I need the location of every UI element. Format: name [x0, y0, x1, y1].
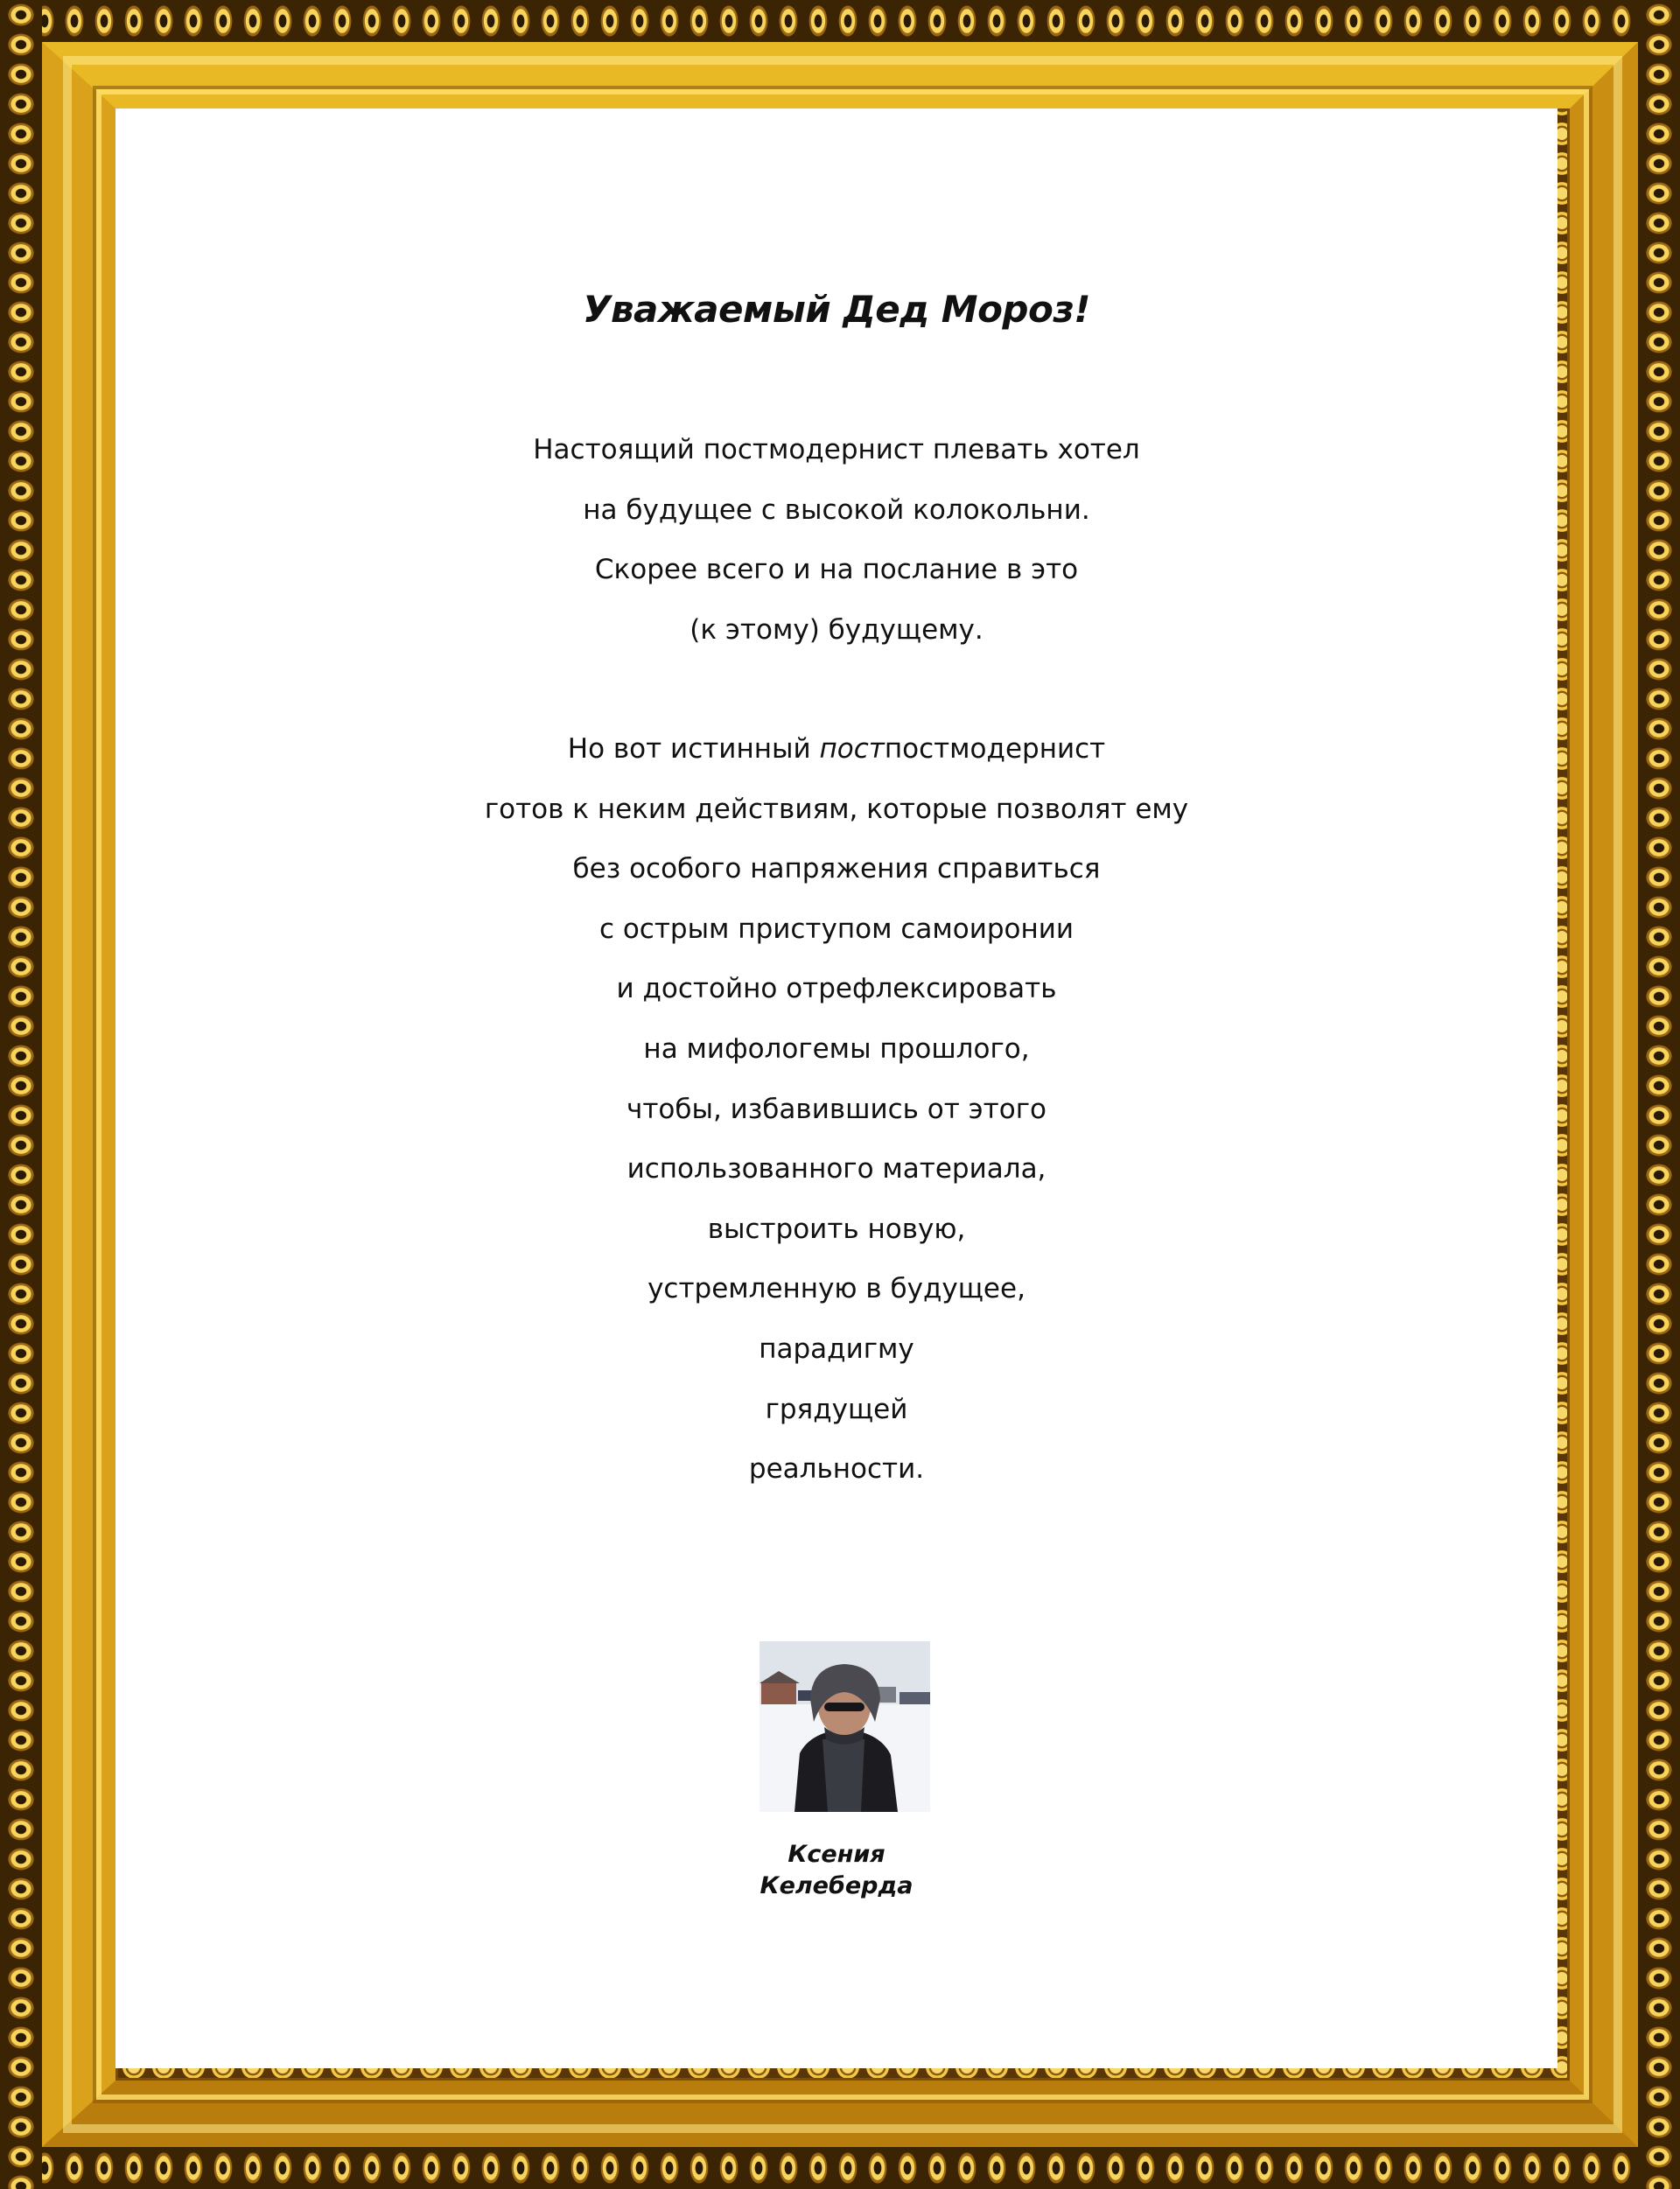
- frame-ornament-top: [0, 0, 1680, 42]
- poem-line: устремленную в будущее,: [648, 1273, 1026, 1305]
- poem-line: выстроить новую,: [707, 1213, 966, 1245]
- poem-line: грядущей: [765, 1393, 908, 1425]
- frame-ornament-right: [1638, 0, 1680, 2189]
- poem-text: Но вот истинный: [567, 733, 820, 765]
- poem-line: чтобы, избавившись от этого: [626, 1093, 1046, 1125]
- stanza-two: [116, 719, 1558, 1500]
- author-last-name: Келеберда: [760, 1872, 914, 1899]
- poem-line: на будущее с высокой колокольни.: [583, 493, 1090, 526]
- stanza-one: [116, 420, 1558, 660]
- poem-line: (к этому) будущему.: [690, 613, 984, 646]
- poem-line-first: [116, 719, 1558, 780]
- poem-line: и достойно отрефлексировать: [616, 973, 1057, 1005]
- poem-line: использованного материала,: [626, 1153, 1046, 1185]
- poem-line: готов к неким действиям, которые позволят ему: [484, 793, 1189, 825]
- poem-line: парадигму: [759, 1332, 914, 1365]
- poem-line: без особого напряжения справиться: [572, 853, 1101, 885]
- author-first-name: Ксения: [788, 1841, 886, 1868]
- poem-line: на мифологемы прошлого,: [643, 1032, 1030, 1065]
- poem-italic-prefix: пост: [819, 733, 885, 765]
- poem-line: Настоящий постмодернист плевать хотел: [533, 434, 1140, 465]
- author-signature: [116, 1839, 1558, 1902]
- poem-text: постмодернист: [884, 733, 1106, 765]
- author-photo-illustration: [760, 1641, 930, 1812]
- poem-line: реальности.: [748, 1453, 925, 1486]
- poem-line: с острым приступом самоиронии: [598, 913, 1074, 945]
- letter-title: Уважаемый Дед Мороз!: [583, 288, 1090, 331]
- frame-ornament-bottom: [0, 2147, 1680, 2189]
- poem-line: Скорее всего и на послание в это: [594, 554, 1079, 586]
- letter-paper: [116, 108, 1558, 2068]
- frame-ornament-left: [0, 0, 42, 2189]
- author-photo: [760, 1641, 930, 1812]
